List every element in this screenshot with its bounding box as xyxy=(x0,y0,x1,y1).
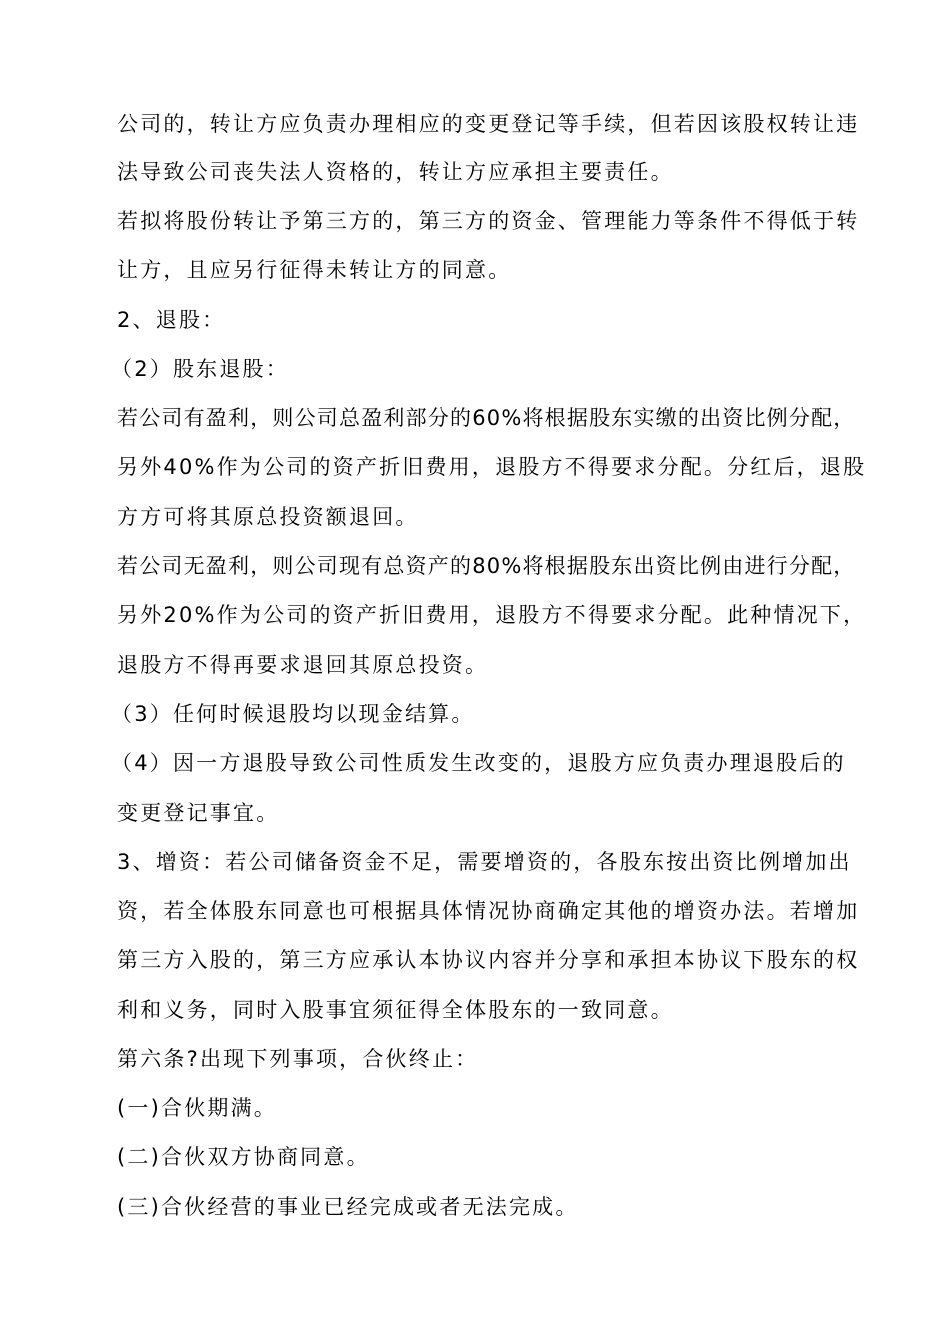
text-line: 第三方入股的，第三方应承认本协议内容并分享和承担本协议下股东的权 xyxy=(117,948,860,972)
text-line: 退股方不得再要求退回其原总投资。 xyxy=(117,653,489,677)
text-line: 法导致公司丧失法人资格的，转让方应承担主要责任。 xyxy=(117,160,674,184)
text-line: 变更登记事宜。 xyxy=(117,801,280,825)
text-line: 3、增资：若公司储备资金不足，需要增资的，各股东按出资比例增加出 xyxy=(117,850,852,874)
text-line: 若公司有盈利，则公司总盈利部分的60%将根据股东实缴的出资比例分配， xyxy=(117,406,856,430)
text-line: (二)合伙双方协商同意。 xyxy=(117,1145,370,1169)
text-line: 方方可将其原总投资额退回。 xyxy=(117,505,419,529)
text-line: 资，若全体股东同意也可根据具体情况协商确定其他的增资办法。若增加 xyxy=(117,899,860,923)
text-line: （4）因一方退股导致公司性质发生改变的，退股方应负责办理退股后的 xyxy=(111,751,846,775)
text-line: 另外40%作为公司的资产折旧费用，退股方不得要求分配。分红后，退股 xyxy=(117,455,867,479)
text-line: 让方，且应另行征得未转让方的同意。 xyxy=(117,258,512,282)
text-line: （3）任何时候退股均以现金结算。 xyxy=(111,702,475,726)
text-line: 2、退股： xyxy=(117,308,226,332)
text-line: 若拟将股份转让予第三方的，第三方的资金、管理能力等条件不得低于转 xyxy=(117,209,860,233)
text-line: 利和义务，同时入股事宜须征得全体股东的一致同意。 xyxy=(117,998,674,1022)
text-line: （2）股东退股： xyxy=(111,357,289,381)
text-line: 公司的，转让方应负责办理相应的变更登记等手续，但若因该股权转让违 xyxy=(117,112,860,136)
text-line: 另外20%作为公司的资产折旧费用，退股方不得要求分配。此种情况下， xyxy=(117,603,867,627)
text-line: 若公司无盈利，则公司现有总资产的80%将根据股东出资比例由进行分配， xyxy=(117,554,856,578)
text-line: 第六条?出现下列事项，合伙终止： xyxy=(117,1047,479,1071)
text-line: (一)合伙期满。 xyxy=(117,1096,277,1120)
text-line: (三)合伙经营的事业已经完成或者无法完成。 xyxy=(117,1195,579,1219)
